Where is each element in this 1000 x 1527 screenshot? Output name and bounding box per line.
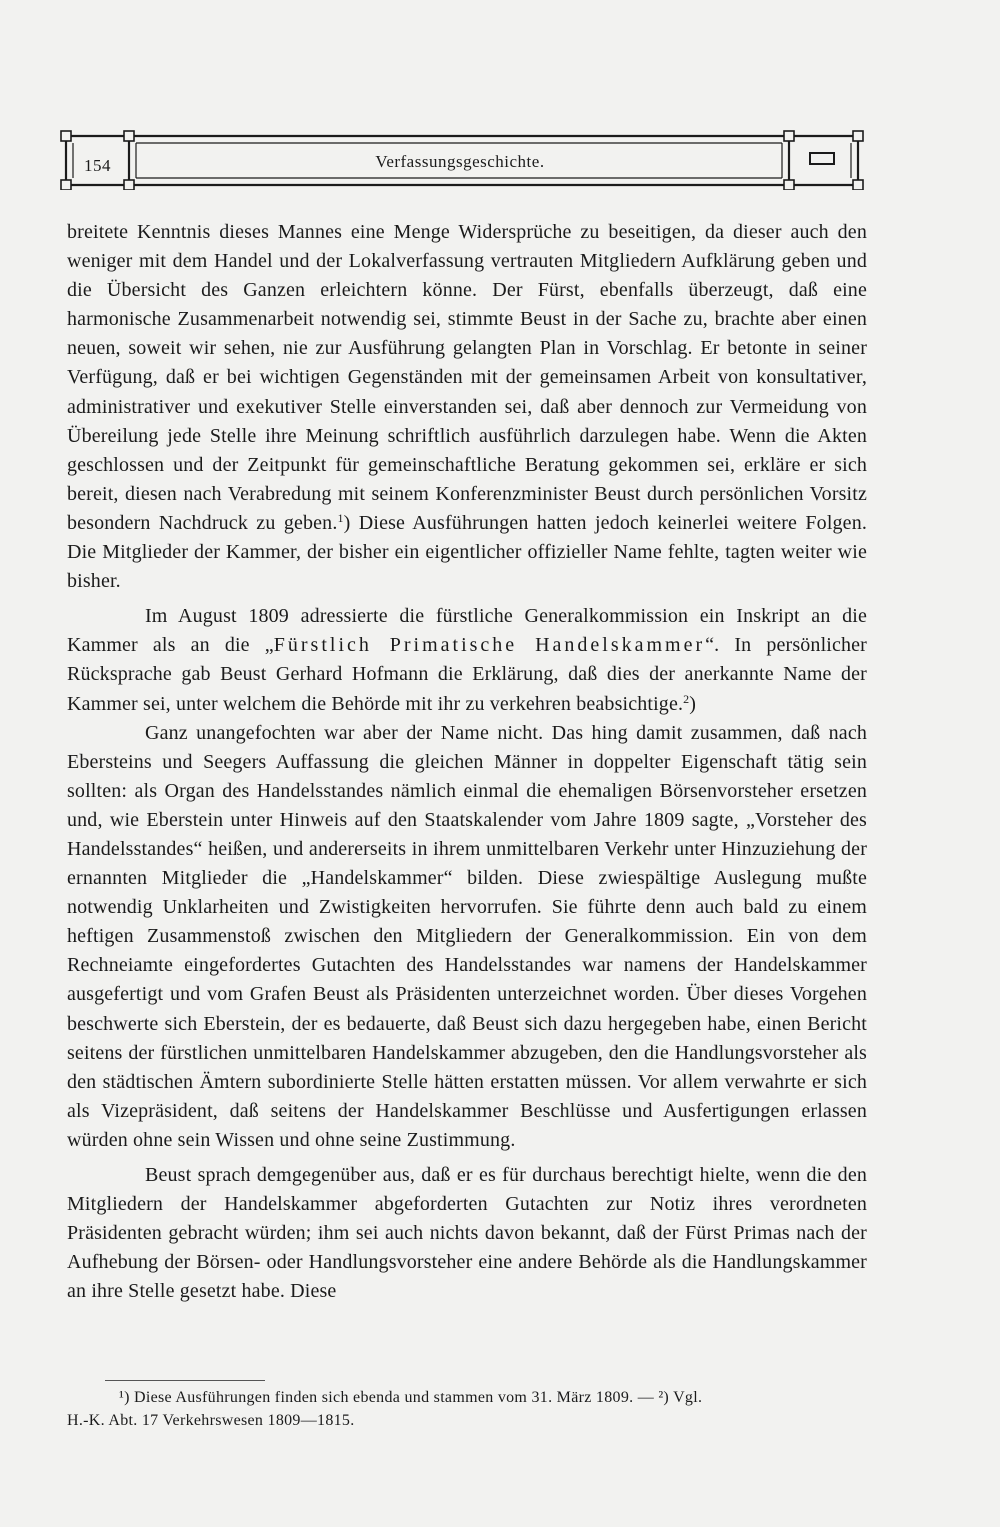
paragraph-1 xyxy=(67,218,867,596)
paragraph-4: Beust sprach demgegenüber aus, daß er es für durchaus berechtigt hielte, wenn die den Mitgliedern der Handelskammer abgeforderten Gutachten zur Notiz ihres verordneten Präsidenten gebracht würden; ihm sei auch nichts davon bekannt, daß der Fürst Primas nach der Aufhebung der Börsen- oder Handlungsvorsteher eine andere Behörde als die Handlungskammer an ihre Stelle gesetzt habe. Diese xyxy=(67,1164,867,1303)
running-title: Verfassungsgeschichte. xyxy=(375,152,545,171)
footnote-ref-1: 1 xyxy=(337,510,344,525)
footnote-line-2: H.-K. Abt. 17 Verkehrswesen 1809—1815. xyxy=(67,1412,355,1429)
paragraph-1-text: breitete Kenntnis dieses Mannes eine Menge Widersprüche zu beseitigen, da dieser auch den weniger mit dem Handel und der Lokalverfassung vertrauten Mitgliedern Aufklärung geben und die Übersicht des Ganzen erleichtern könne. Der Fürst, ebenfalls überzeugt, daß eine harmonische Zusammenarbeit notwendig sei, stimmte Beust in der Sache zu, brachte aber einen neuen, soweit wir sehen, nie zur Ausführung gelangten Plan in Vorschlag. Er betonte in seiner Verfügung, daß er bei wichtigen Gegenständen mit der gemeinsamen Arbeit von konsultativer, administrativer und exekutiver Stelle einverstanden sei, daß aber dennoch zur Vermeidung von Übereilung jede Stelle ihre Meinung schriftlich ausführlich darzulegen habe. Wenn die Akten geschlossen und der Zeitpunkt für gemeinschaftliche Beratung gekommen sei, erkläre er sich bereit, diesen nach Verabredung mit seinem Konferenzminister Beust durch persönlichen Vorsitz besondern Nachdruck zu geben. xyxy=(67,221,867,534)
paragraph-2-text-end: ) xyxy=(689,692,697,715)
running-header xyxy=(60,130,866,190)
paragraph-2-text-cont: “. In persönlicher Rücksprache gab Beust Gerhard Hofmann die Erklärung, daß dies der anerkannte Name der Kammer sei, unter welchem die Behörde mit ihr zu verkehren beabsichtige. xyxy=(67,634,867,715)
footnote-rule xyxy=(105,1380,265,1381)
paragraph-2 xyxy=(67,602,867,718)
page-number: 154 xyxy=(84,156,111,175)
body-text xyxy=(67,218,867,1306)
footnote-ref-2: 2 xyxy=(683,691,690,706)
paragraph-3: Ganz unangefochten war aber der Name nicht. Das hing damit zusammen, daß nach Ebersteins und Seegers Auffassung die gleichen Männer in doppelter Eigenschaft tätig sein sollten: als Organ des Handelsstandes nämlich einmal die ehemaligen Börsenvorsteher ersetzen und, wie Eberstein unter Hinweis auf den Staatskalender vom Jahre 1809 sagte, „Vorsteher des Handelsstandes“ heißen, und andererseits in ihrem unmittelbaren Verkehr unter Hinzuziehung der ernannten Mitglieder die „Handelskammer“ bilden. Diese zwiespältige Auslegung mußte notwendig Unklarheiten und Zwistigkeiten hervorrufen. Sie führte denn auch bald zu einem heftigen Zusammenstoß zwischen den Mitgliedern der Generalkommission. Ein von dem Rechneiamte eingefordertes Gutachten des Handelsstandes war namens der Handelskammer ausgefertigt und vom Grafen Beust als Präsidenten unterzeichnet worden. Über dieses Vorgehen beschwerte sich Eberstein, der es bedauerte, daß Beust sich dazu hergegeben habe, einen Bericht seitens der fürstlichen unmittelbaren Handelskammer abzugeben, den die Handlungsvorsteher als den städtischen Ämtern subordinierte Stelle hätten erstatten müssen. Vor allem verwahrte er sich als Vizepräsident, daß seitens der Handelskammer Beschlüsse und Ausfertigungen erlassen würden ohne sein Wissen und ohne seine Zustimmung. xyxy=(67,721,867,1151)
paragraph-2-text: Im August 1809 adressierte die fürstliche Generalkommission ein Inskript an die Kammer als an die „ xyxy=(67,605,867,657)
spaced-chamber-name: Fürstlich Primatische Handelskammer xyxy=(273,634,706,657)
paragraph-1-text-cont: ) Diese Ausführungen hatten jedoch keinerlei weitere Folgen. Die Mitglieder der Kammer, der bisher ein eigentlicher offizieller Name fehlte, tagten weiter wie bisher. xyxy=(67,511,868,593)
footnotes xyxy=(67,1386,889,1432)
footnote-line-1: ¹) Diese Ausführungen finden sich ebenda und stammen vom 31. März 1809. — ²) Vgl. xyxy=(119,1389,703,1406)
